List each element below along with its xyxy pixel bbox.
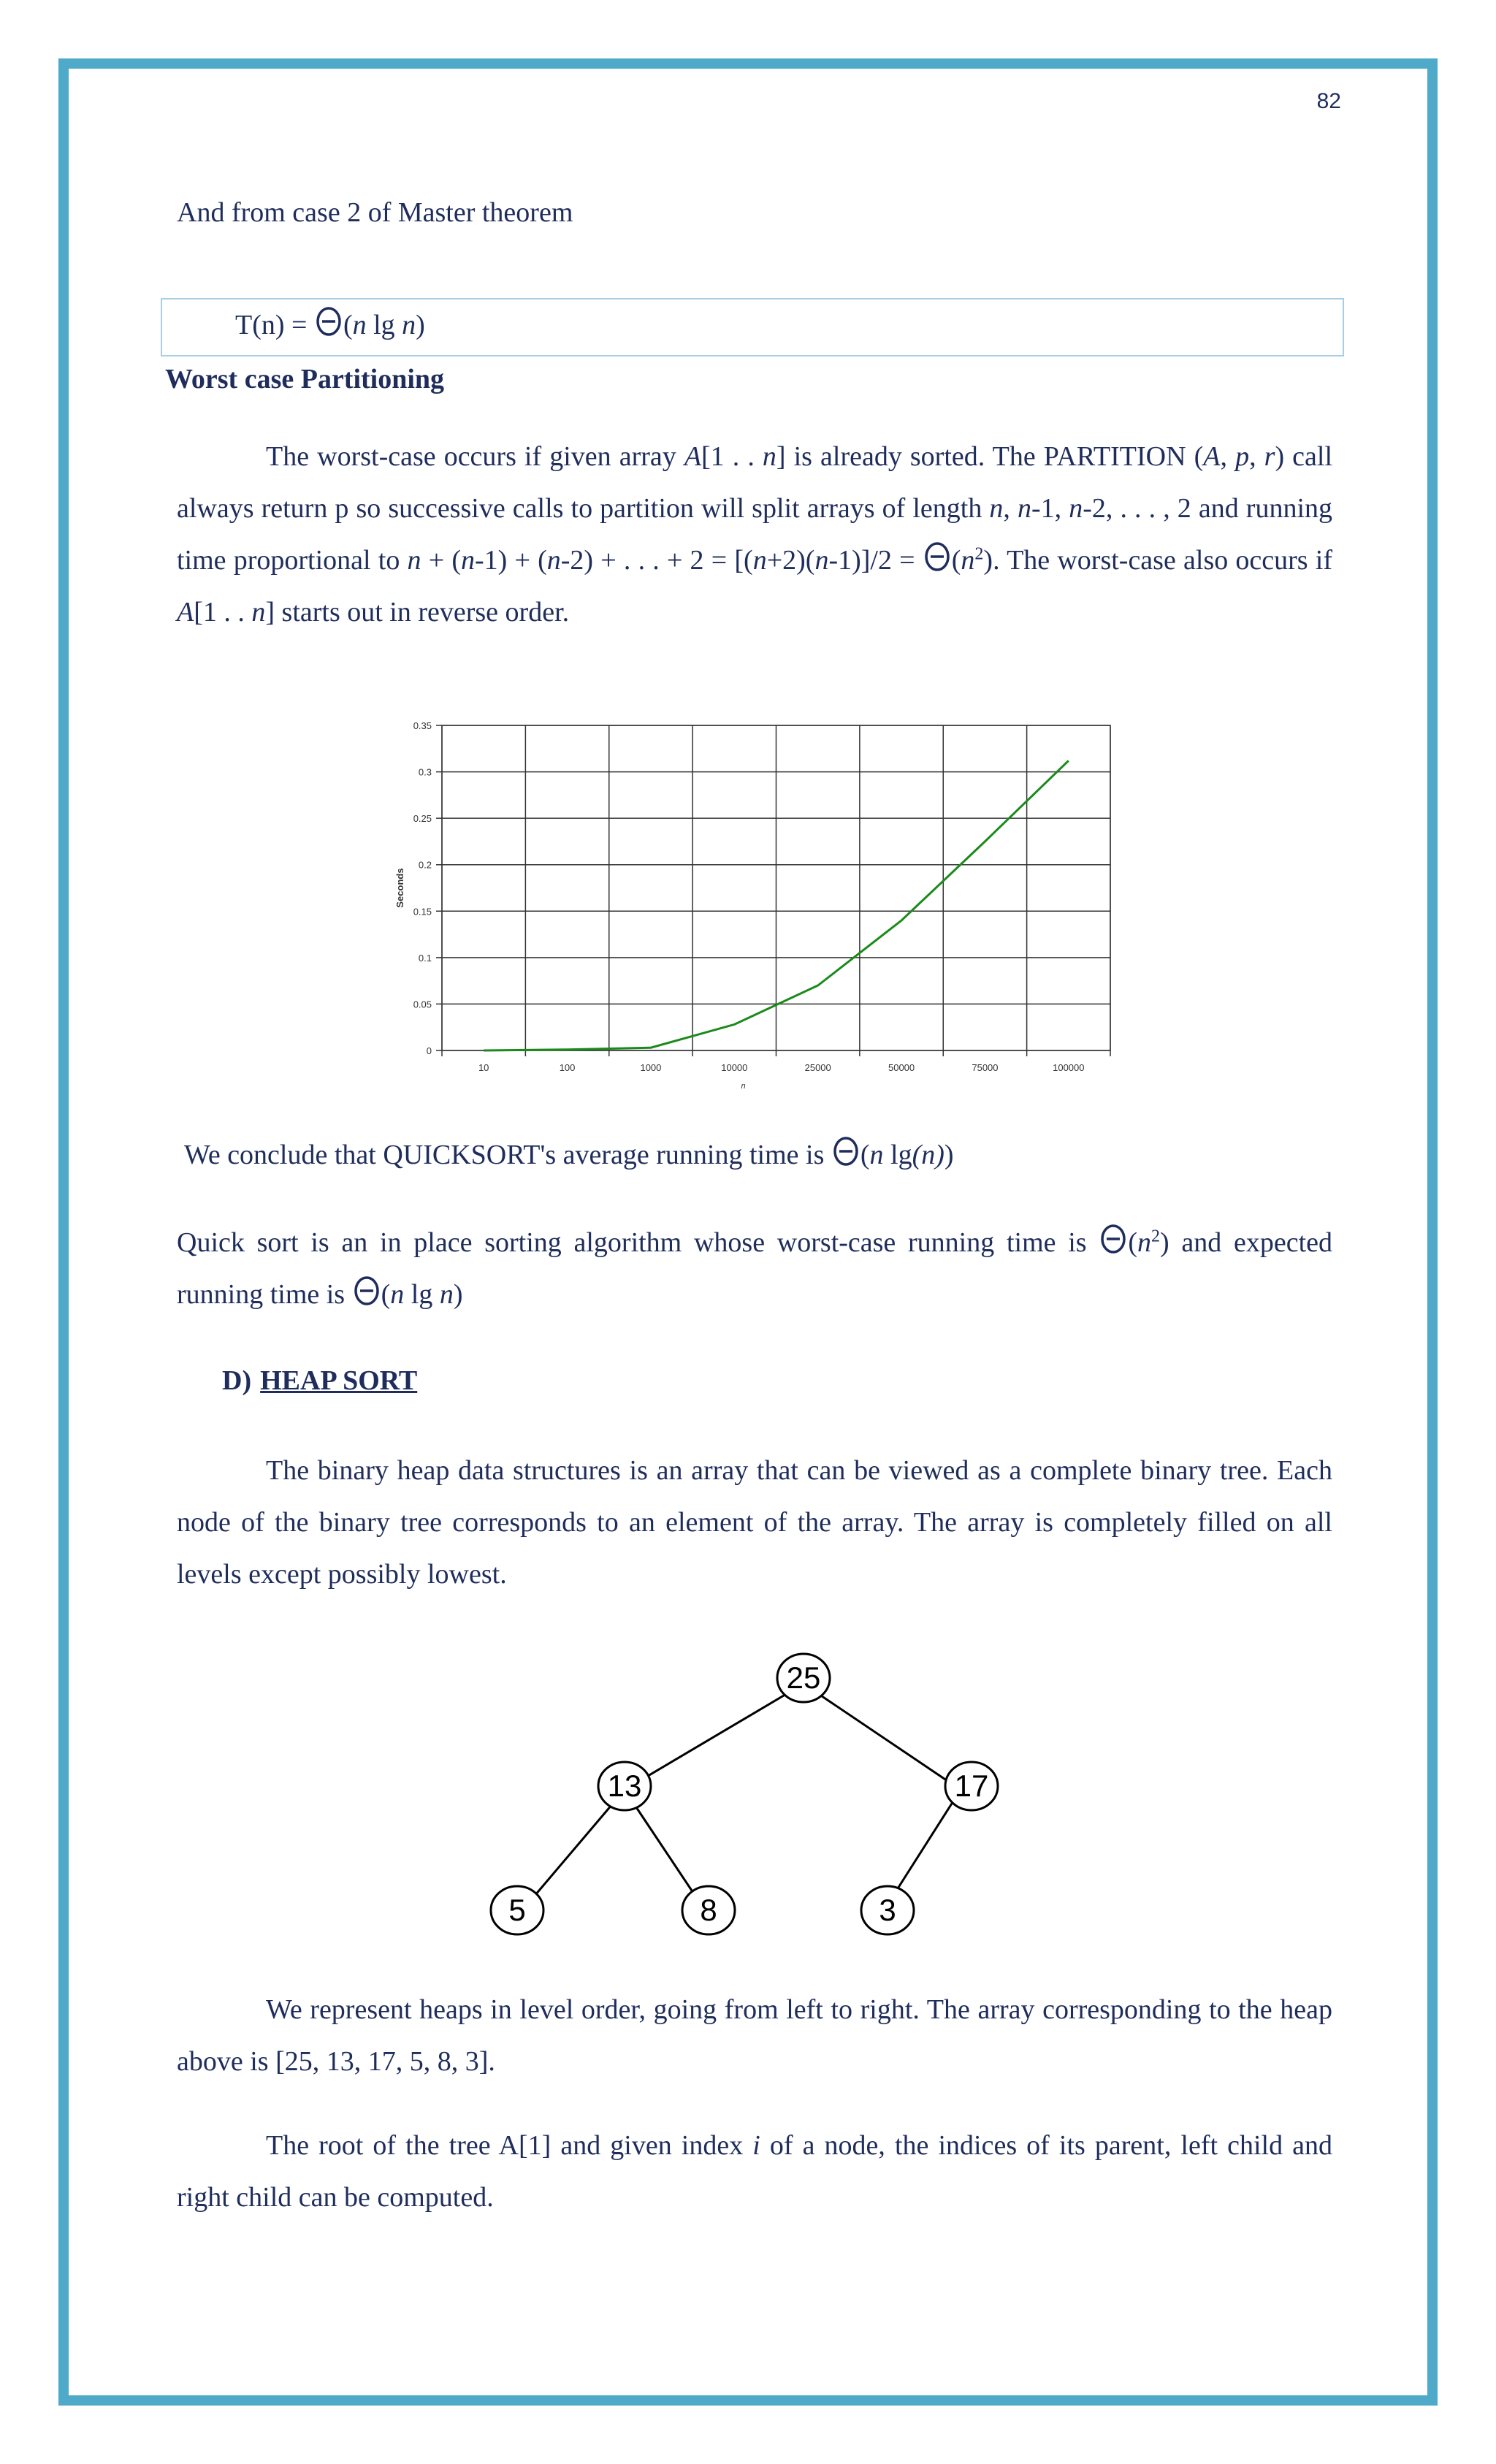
y-axis-label: Seconds (394, 868, 405, 908)
tree-node (777, 1654, 830, 1702)
x-tick-label: 10000 (721, 1062, 748, 1073)
theta-symbol-icon (924, 541, 950, 572)
running-time-chart (387, 714, 1118, 1094)
y-tick-label: 0.1 (418, 952, 432, 964)
svg-text:5: 5 (508, 1893, 526, 1927)
intro-line: And from case 2 of Master theorem (177, 197, 573, 228)
theta-symbol-icon (316, 306, 342, 337)
x-tick-label: 100 (559, 1062, 576, 1073)
y-tick-label: 0 (426, 1045, 432, 1056)
y-tick-label: 0.25 (413, 813, 432, 825)
theta-symbol-icon (354, 1275, 380, 1306)
tree-node (682, 1886, 735, 1934)
svg-text:8: 8 (700, 1893, 717, 1927)
y-tick-label: 0.15 (413, 906, 432, 918)
heap-paragraph-2: We represent heaps in level order, going from left to right. The array corresponding to the heap above is [25, 13, 17, 5, 8, 3]. (177, 1994, 1332, 2077)
formula-text: T(n) = (n lg n) (235, 300, 425, 351)
svg-text:13: 13 (607, 1769, 642, 1803)
worst-case-paragraph: The worst-case occurs if given array A[1 . . n] is already sorted. The PARTITION (A, p, r) call always return p so successive calls to partition will split arrays of length n, n-1, n-2, . . . , 2 and running time proportional to n + (n-1) + (n-2) + . . . + 2 = [(n+2)(n-1)]/2 = $(n^2)$. The worst-case also occurs if A[1 . . n] starts out in reverse order. (177, 441, 1333, 628)
svg-text:17: 17 (954, 1769, 989, 1803)
x-axis-label: n (741, 1082, 746, 1091)
y-tick-label: 0.3 (418, 766, 432, 778)
x-tick-label: 50000 (888, 1062, 915, 1073)
x-tick-label: 25000 (804, 1062, 831, 1073)
y-tick-label: 0.05 (413, 999, 432, 1010)
tree-node (945, 1762, 998, 1810)
quicksort-summary: Quick sort is an in place sorting algorithm whose worst-case running time is $(n^2)$ and expected running time is (n lg n) (177, 1217, 1332, 1321)
heap-paragraph-3: The root of the tree A[1] and given index i of a node, the indices of its parent, left child and right child can be computed. (177, 2130, 1332, 2213)
conclusion-line: We conclude that QUICKSORT's average running time is (n lg(n)) (184, 1129, 1340, 1181)
theta-symbol-icon (833, 1136, 859, 1167)
binary-heap-tree (482, 1640, 1037, 1947)
x-tick-label: 10 (478, 1062, 489, 1073)
svg-text:25: 25 (786, 1660, 821, 1695)
tree-node (598, 1762, 651, 1810)
worst-case-heading: Worst case Partitioning (165, 364, 445, 394)
y-tick-label: 0.35 (413, 720, 432, 731)
heap-sort-heading: D) HEAP SORT (222, 1365, 418, 1396)
x-tick-label: 75000 (972, 1062, 999, 1073)
x-tick-label: 100000 (1053, 1062, 1085, 1073)
page-number: 82 (1316, 89, 1341, 113)
x-tick-label: 1000 (640, 1062, 662, 1073)
tree-node (491, 1886, 543, 1934)
y-tick-label: 0.2 (418, 859, 432, 871)
tree-node (861, 1886, 914, 1934)
theta-symbol-icon (1100, 1224, 1126, 1254)
svg-text:3: 3 (879, 1893, 896, 1927)
heap-paragraph-1: The binary heap data structures is an array that can be viewed as a complete binary tree. Each node of the binary tree corresponds to an element of the array. The array is completely filled on all levels except possibly lowest. (177, 1455, 1332, 1590)
